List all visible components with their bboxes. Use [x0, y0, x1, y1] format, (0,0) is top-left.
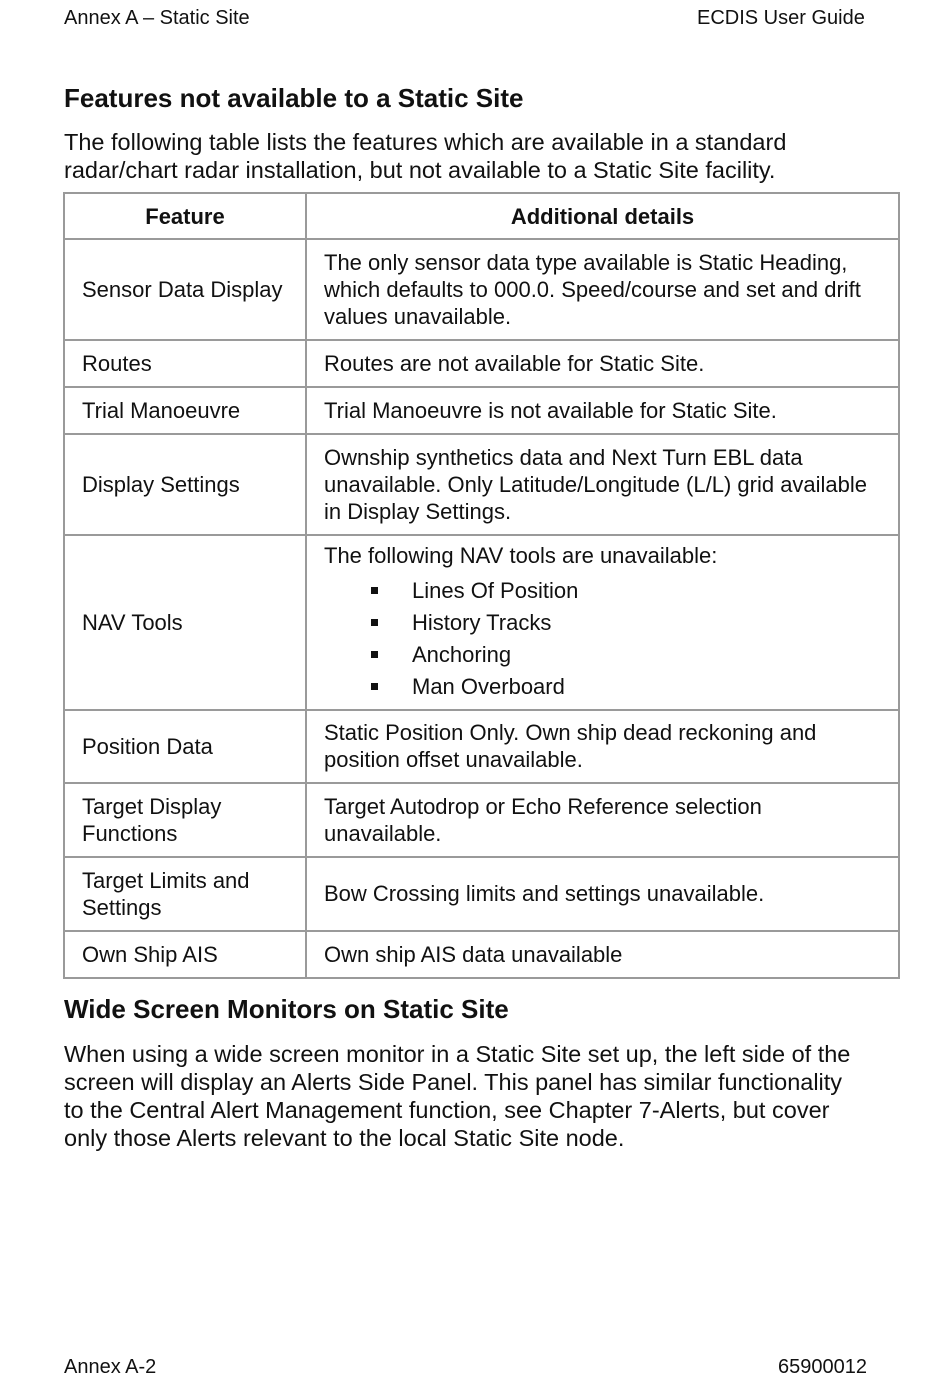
column-header-feature: Feature: [64, 193, 306, 239]
feature-cell: Target Display Functions: [64, 783, 306, 857]
details-cell: Bow Crossing limits and settings unavailable.: [306, 857, 899, 931]
feature-cell: NAV Tools: [64, 535, 306, 710]
feature-cell: Display Settings: [64, 434, 306, 535]
table-row: [64, 434, 899, 535]
list-item: [324, 639, 880, 671]
feature-cell: Routes: [64, 340, 306, 387]
list-item-label: Anchoring: [412, 641, 512, 667]
feature-cell: Own Ship AIS: [64, 931, 306, 978]
nav-tools-list: [324, 575, 880, 703]
section-title-features: Features not available to a Static Site: [64, 83, 524, 113]
square-bullet-icon: [371, 619, 378, 626]
table-row: [64, 783, 899, 857]
section-title-wide-screen: Wide Screen Monitors on Static Site: [64, 994, 509, 1024]
table-row: [64, 857, 899, 931]
details-cell: Own ship AIS data unavailable: [306, 931, 899, 978]
list-item-label: Lines Of Position: [412, 577, 579, 603]
details-cell: Ownship synthetics data and Next Turn EBL data unavailable. Only Latitude/Longitude (L/L) grid available in Display Settings.: [306, 434, 899, 535]
details-cell: Static Position Only. Own ship dead reckoning and position offset unavailable.: [306, 710, 899, 783]
details-cell: Routes are not available for Static Site.: [306, 340, 899, 387]
details-cell: Trial Manoeuvre is not available for Static Site.: [306, 387, 899, 434]
feature-cell: Target Limits and Settings: [64, 857, 306, 931]
feature-cell: Position Data: [64, 710, 306, 783]
footer-document-number: 65900012: [778, 1356, 867, 1378]
table-row: [64, 710, 899, 783]
table-row: [64, 340, 899, 387]
square-bullet-icon: [371, 683, 378, 690]
list-item-label: History Tracks: [412, 609, 552, 635]
features-table: [63, 192, 900, 979]
feature-cell: Trial Manoeuvre: [64, 387, 306, 434]
details-cell: Target Autodrop or Echo Reference selection unavailable.: [306, 783, 899, 857]
section-intro-paragraph: The following table lists the features which are available in a standard radar/chart radar installation, but not available to a Static Site facility.: [64, 129, 787, 183]
list-item-label: Man Overboard: [412, 673, 565, 699]
header-left-text: Annex A – Static Site: [64, 7, 250, 29]
square-bullet-icon: [371, 587, 378, 594]
feature-cell: Sensor Data Display: [64, 239, 306, 340]
nav-tools-intro: The following NAV tools are unavailable:: [324, 542, 718, 568]
wide-screen-paragraph: When using a wide screen monitor in a Static Site set up, the left side of the screen will display an Alerts Side Panel. This panel has similar functionality to the Central Alert Management function, see Chapter 7-Alerts, but cover only those Alerts relevant to the local Static Site node.: [64, 1041, 851, 1151]
list-item: [324, 671, 880, 703]
header-right-text: ECDIS User Guide: [697, 7, 865, 29]
details-cell: [306, 535, 899, 710]
table-row: [64, 387, 899, 434]
table-row: [64, 535, 899, 710]
footer-page-number: Annex A-2: [64, 1356, 157, 1378]
details-cell: The only sensor data type available is Static Heading, which defaults to 000.0. Speed/course and set and drift values unavailable.: [306, 239, 899, 340]
table-row: [64, 239, 899, 340]
table-header-row: [64, 193, 899, 239]
table-row: [64, 931, 899, 978]
list-item: [324, 575, 880, 607]
column-header-details: Additional details: [306, 193, 899, 239]
square-bullet-icon: [371, 651, 378, 658]
list-item: [324, 607, 880, 639]
